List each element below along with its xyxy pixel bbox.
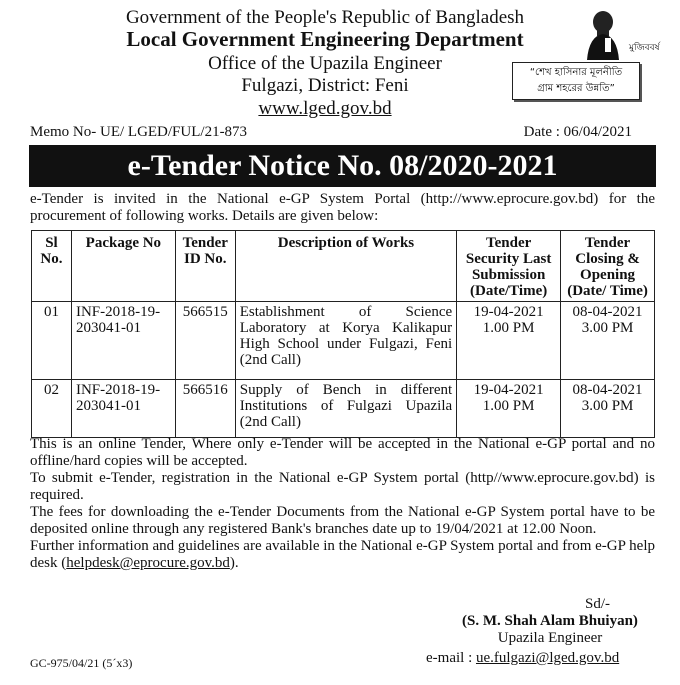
portrait-icon (585, 6, 660, 60)
cell-description: Supply of Bench in different Institutions of Fulgazi Upazila (2nd Call) (235, 380, 456, 438)
signatory-email (426, 650, 619, 667)
cell-sl: 02 (32, 380, 72, 438)
email-label: e-mail : (426, 650, 476, 666)
mujib-borsho-logo (585, 6, 660, 60)
security-date: 19-04-2021 (473, 304, 544, 320)
notice-title: e-Tender Notice No. 08/2020-2021 (29, 145, 656, 187)
signatory-designation: Upazila Engineer (497, 630, 603, 646)
col-header-security: Tender Security Last Submission (Date/Time) (457, 231, 561, 302)
email-link[interactable]: ue.fulgazi@lged.gov.bd (475, 650, 620, 666)
signature-block (420, 596, 680, 647)
tender-table (31, 230, 655, 438)
header-office: Office of the Upazila Engineer (208, 53, 442, 74)
body-text: Further information and guidelines are available in the National e-GP System portal and from e-GP help desk ( (30, 538, 655, 571)
signature-sd: Sd/- (584, 596, 610, 612)
col-header-package: Package No (71, 231, 175, 302)
cell-tender-id: 566515 (175, 302, 235, 380)
helpdesk-email-link[interactable]: helpdesk@eprocure.gov.bd (66, 555, 230, 571)
memo-date: Date : 06/04/2021 (523, 124, 632, 140)
header-government: Government of the People's Republic of Bangladesh (125, 7, 525, 28)
slogan-box (512, 62, 640, 100)
cell-description: Establishment of Science Laboratory at Korya Kalikapur High School under Fulgazi, Feni (2nd Call) (235, 302, 456, 380)
header-website[interactable] (60, 99, 590, 119)
intro-paragraph: e-Tender is invited in the National e-GP System Portal (http://www.eprocure.gov.bd) for the procurement of following works. Details are given below: (30, 191, 655, 224)
closing-time: 3.00 PM (581, 320, 634, 336)
cell-closing (561, 380, 655, 438)
slogan-line-1: “শেখ হাসিনার মূলনীতি (529, 67, 623, 78)
closing-date: 08-04-2021 (572, 382, 643, 398)
cell-package: INF-2018-19-203041-01 (71, 380, 175, 438)
closing-date: 08-04-2021 (572, 304, 643, 320)
slogan-line-2: গ্রাম শহরের উন্নতি” (537, 83, 615, 94)
header-department: Local Government Engineering Department (126, 27, 524, 51)
body-paragraph (30, 538, 655, 572)
website-link[interactable]: www.lged.gov.bd (258, 98, 392, 119)
cell-tender-id: 566516 (175, 380, 235, 438)
cell-closing (561, 302, 655, 380)
body-paragraph: The fees for downloading the e-Tender Documents from the National e-GP System portal have to be deposited online through any registered Bank's branches date up to 19/04/2021 at 12.00 Noon. (30, 504, 655, 537)
table-row (32, 302, 655, 380)
col-header-closing: Tender Closing & Opening (Date/ Time) (561, 231, 655, 302)
table-row (32, 380, 655, 438)
signatory-name: (S. M. Shah Alam Bhuiyan) (462, 613, 638, 629)
table-header-row (32, 231, 655, 302)
notice-body (30, 436, 655, 572)
cell-security (457, 380, 561, 438)
security-time: 1.00 PM (482, 320, 535, 336)
memo-number: Memo No- UE/ LGED/FUL/21-873 (30, 124, 248, 140)
gc-code: GC-975/04/21 (5ˊx3) (30, 656, 133, 670)
col-header-tender-id: Tender ID No. (175, 231, 235, 302)
body-text: ). (229, 555, 239, 571)
closing-time: 3.00 PM (581, 398, 634, 414)
header-location: Fulgazi, District: Feni (241, 75, 409, 96)
body-paragraph: To submit e-Tender, registration in the National e-GP System portal (http//www.eprocure.gov.bd) is required. (30, 470, 655, 503)
col-header-sl: Sl No. (32, 231, 72, 302)
cell-security (457, 302, 561, 380)
security-date: 19-04-2021 (473, 382, 544, 398)
logo-text: মুজিববর্ষ (629, 43, 660, 53)
security-time: 1.00 PM (482, 398, 535, 414)
body-paragraph: This is an online Tender, Where only e-Tender will be accepted in the National e-GP portal and no offline/hard copies will be accepted. (30, 436, 655, 469)
col-header-description: Description of Works (235, 231, 456, 302)
cell-sl: 01 (32, 302, 72, 380)
cell-package: INF-2018-19-203041-01 (71, 302, 175, 380)
